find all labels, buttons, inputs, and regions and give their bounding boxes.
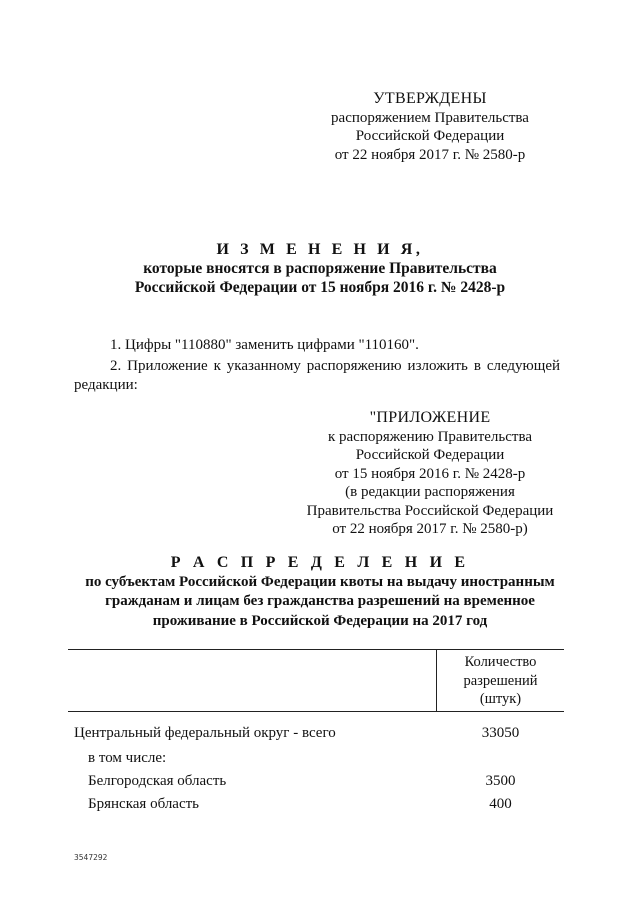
table-top-rule <box>68 649 564 650</box>
approval-line: от 22 ноября 2017 г. № 2580-р <box>334 146 526 163</box>
distribution-title: Р А С П Р Е Д Е Л Е Н И Е <box>170 554 470 571</box>
distribution-subtitle: по субъектам Российской Федерации квоты на выдачу иностранным <box>85 573 555 590</box>
appendix-stamp <box>300 409 560 539</box>
appendix-heading: "ПРИЛОЖЕНИЕ <box>369 409 491 426</box>
row-value: 33050 <box>481 725 520 741</box>
appendix-line: к распоряжению Правительства <box>327 428 532 445</box>
table-header-rule <box>68 711 564 712</box>
changes-subtitle: Российской Федерации от 15 ноября 2016 г. № 2428-р <box>134 279 506 296</box>
column-header-quantity <box>437 653 564 709</box>
table-row <box>68 748 564 768</box>
approval-stamp <box>300 90 560 164</box>
appendix-line: Российской Федерации <box>355 447 505 463</box>
distribution-subtitle: гражданам и лицам без гражданства разрешений на временное <box>105 593 535 609</box>
changes-title: И З М Е Н Е Н И Я, <box>216 241 424 258</box>
row-value: 400 <box>489 796 512 812</box>
column-header-line: разрешений <box>463 672 538 689</box>
distribution-subtitle: проживание в Российской Федерации на 2017 год <box>152 612 488 629</box>
document-number: 3547292 <box>74 853 108 862</box>
approval-line: Российской Федерации <box>355 128 505 144</box>
table-row <box>68 723 564 743</box>
approval-line: распоряжением Правительства <box>331 109 529 126</box>
row-value: 3500 <box>485 773 516 789</box>
column-header-line: Количество <box>464 654 537 670</box>
changes-subtitle: которые вносятся в распоряжение Правительства <box>143 260 497 277</box>
appendix-line: Правительства Российской Федерации <box>306 502 554 519</box>
appendix-line: (в редакции распоряжения <box>345 484 515 500</box>
approval-heading: УТВЕРЖДЕНЫ <box>373 90 487 107</box>
row-region-name: Брянская область <box>88 796 200 812</box>
appendix-line: от 15 ноября 2016 г. № 2428-р <box>334 465 526 482</box>
distribution-heading <box>60 553 580 631</box>
paragraph-2: 2. Приложение к указанному распоряжению изложить в следующей редакции: <box>74 358 560 393</box>
changes-heading <box>60 240 580 297</box>
table-row <box>68 794 564 814</box>
row-region-name: Центральный федеральный округ - всего <box>74 725 336 741</box>
appendix-line: от 22 ноября 2017 г. № 2580-р) <box>332 521 528 537</box>
table-row <box>68 771 564 791</box>
column-header-line: (штук) <box>479 691 522 707</box>
row-region-name: Белгородская область <box>88 773 227 789</box>
row-region-name: в том числе: <box>88 750 167 766</box>
paragraph-1: 1. Цифры "110880" заменить цифрами "110160". <box>110 337 419 353</box>
